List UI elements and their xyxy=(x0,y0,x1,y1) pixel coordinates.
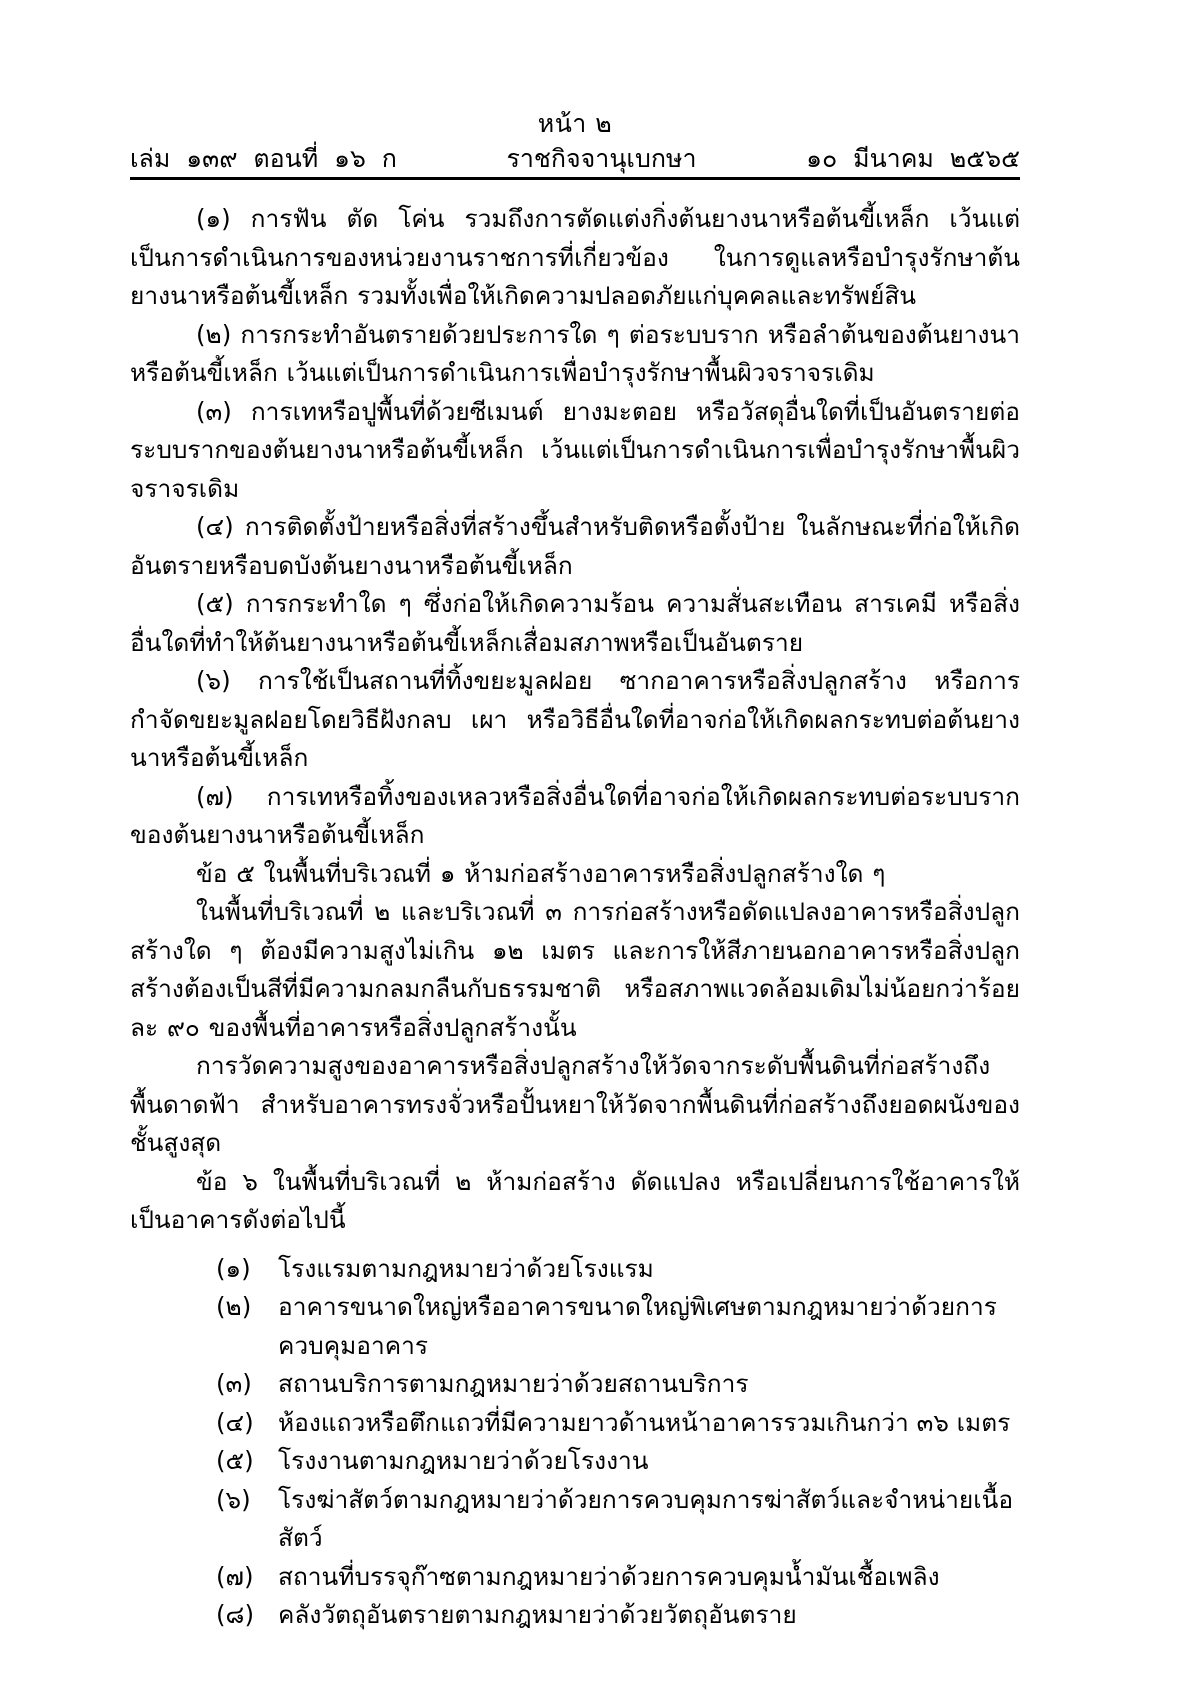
list-item-label: สถานบริการตามกฎหมายว่าด้วยสถานบริการ xyxy=(278,1369,749,1398)
list-item-label: โรงงานตามกฎหมายว่าด้วยโรงงาน xyxy=(278,1446,649,1475)
section-5-paragraph-3: การวัดความสูงของอาคารหรือสิ่งปลูกสร้างให้วัดจากระดับพื้นดินที่ก่อสร้างถึงพื้นดาดฟ้า สำหรับอาคารทรงจั่วหรือปั้นหยาให้วัดจากพื้นดินที่ก่อสร้างถึงยอดผนังของชั้นสูงสุด xyxy=(130,1051,1020,1157)
list-item-marker: (๒) xyxy=(216,1292,252,1321)
clause-5-paragraph: (๕) การกระทำใด ๆ ซึ่งก่อให้เกิดความร้อน ความสั่นสะเทือน สารเคมี หรือสิ่งอื่นใดที่ทำให้ต้นยางนาหรือต้นขี้เหล็กเสื่อมสภาพหรือเป็นอันตราย xyxy=(130,589,1020,657)
list-item xyxy=(216,1365,1020,1404)
list-spacer xyxy=(130,1240,1020,1250)
list-item-label: โรงแรมตามกฎหมายว่าด้วยโรงแรม xyxy=(278,1253,654,1283)
clause-4-paragraph: (๔) การติดตั้งป้ายหรือสิ่งที่สร้างขึ้นสำหรับติดหรือตั้งป้าย ในลักษณะที่ก่อให้เกิดอันตรายหรือบดบังต้นยางนาหรือต้นขี้เหล็ก xyxy=(130,512,1020,580)
list-item-label: ห้องแถวหรือตึกแถวที่มีความยาวด้านหน้าอาคารรวมเกินกว่า ๓๖ เมตร xyxy=(278,1407,1011,1437)
list-item xyxy=(216,1288,1020,1365)
list-item xyxy=(216,1481,1020,1558)
clause-3-paragraph: (๓) การเทหรือปูพื้นที่ด้วยซีเมนต์ ยางมะตอย หรือวัสดุอื่นใดที่เป็นอันตรายต่อระบบรากของต้นยางนาหรือต้นขี้เหล็ก เว้นแต่เป็นการดำเนินการเพื่อบำรุงรักษาพื้นผิวจราจรเดิม xyxy=(130,396,1020,503)
clause-1-paragraph: (๑) การฟัน ตัด โค่น รวมถึงการตัดแต่งกิ่งต้นยางนาหรือต้นขี้เหล็ก เว้นแต่เป็นการดำเนินการของหน่วยงานราชการที่เกี่ยวข้อง ในการดูแลหรือบำรุงรักษาต้นยางนาหรือต้นขี้เหล็ก รวมทั้งเพื่อให้เกิดความปลอดภัยแก่บุคคลและทรัพย์สิน xyxy=(130,204,1020,310)
page-number-label: หน้า ๒ xyxy=(537,109,613,138)
list-item xyxy=(216,1596,1020,1635)
section-5-paragraph-2: ในพื้นที่บริเวณที่ ๒ และบริเวณที่ ๓ การก่อสร้างหรือดัดแปลงอาคารหรือสิ่งปลูกสร้างใด ๆ ต้องมีความสูงไม่เกิน ๑๒ เมตร และการให้สีภายนอกอาคารหรือสิ่งปลูกสร้างต้องเป็นสีที่มีความกลมกลืนกับธรรมชาติ หรือสภาพแวดล้อมเดิมไม่น้อยกว่าร้อยละ ๙๐ ของพื้นที่อาคารหรือสิ่งปลูกสร้างนั้น xyxy=(130,897,1020,1042)
header-divider xyxy=(130,177,1020,180)
list-item xyxy=(216,1442,1020,1481)
publication-date-label: ๑๐ มีนาคม ๒๕๖๕ xyxy=(806,144,1020,174)
list-item-marker: (๔) xyxy=(216,1407,254,1437)
list-item-marker: (๕) xyxy=(216,1446,254,1475)
list-item-marker: (๓) xyxy=(216,1369,252,1398)
clause-6-paragraph: (๖) การใช้เป็นสถานที่ทิ้งขยะมูลฝอย ซากอาคารหรือสิ่งปลูกสร้าง หรือการกำจัดขยะมูลฝอยโดยวิธีฝังกลบ เผา หรือวิธีอื่นใดที่อาจก่อให้เกิดผลกระทบต่อต้นยางนาหรือต้นขี้เหล็ก xyxy=(130,666,1020,772)
gazette-title: ราชกิจจานุเบกษา xyxy=(506,144,697,174)
page-body xyxy=(130,200,1020,1635)
list-item-marker: (๑) xyxy=(216,1253,251,1283)
list-item-label: คลังวัตถุอันตรายตามกฎหมายว่าด้วยวัตถุอันตราย xyxy=(278,1600,797,1629)
list-item-marker: (๗) xyxy=(216,1561,254,1591)
section-6-paragraph: ข้อ ๖ ในพื้นที่บริเวณที่ ๒ ห้ามก่อสร้าง ดัดแปลง หรือเปลี่ยนการใช้อาคารให้เป็นอาคารดังต่อไปนี้ xyxy=(130,1166,1020,1234)
list-item xyxy=(216,1404,1020,1443)
list-item-label: อาคารขนาดใหญ่หรืออาคารขนาดใหญ่พิเศษตามกฎหมายว่าด้วยการควบคุมอาคาร xyxy=(278,1292,997,1360)
list-item xyxy=(216,1558,1020,1597)
prohibited-building-list xyxy=(130,1250,1020,1635)
volume-issue-label: เล่ม ๑๓๙ ตอนที่ ๑๖ ก xyxy=(130,144,397,174)
list-item-label: สถานที่บรรจุก๊าซตามกฎหมายว่าด้วยการควบคุมน้ำมันเชื้อเพลิง xyxy=(278,1561,940,1591)
list-item xyxy=(216,1250,1020,1289)
clause-2-paragraph: (๒) การกระทำอันตรายด้วยประการใด ๆ ต่อระบบราก หรือลำต้นของต้นยางนาหรือต้นขี้เหล็ก เว้นแต่เป็นการดำเนินการเพื่อบำรุงรักษาพื้นผิวจราจรเดิม xyxy=(130,319,1020,387)
clause-7-paragraph: (๗) การเทหรือทิ้งของเหลวหรือสิ่งอื่นใดที่อาจก่อให้เกิดผลกระทบต่อระบบรากของต้นยางนาหรือต้นขี้เหล็ก xyxy=(130,781,1020,849)
list-item-marker: (๖) xyxy=(216,1484,251,1514)
header-row xyxy=(130,143,1020,176)
list-item-label: โรงฆ่าสัตว์ตามกฎหมายว่าด้วยการควบคุมการฆ่าสัตว์และจำหน่ายเนื้อสัตว์ xyxy=(278,1484,1014,1552)
list-item-marker: (๘) xyxy=(216,1600,255,1629)
page-header xyxy=(130,108,1020,176)
section-5-paragraph: ข้อ ๕ ในพื้นที่บริเวณที่ ๑ ห้ามก่อสร้างอาคารหรือสิ่งปลูกสร้างใด ๆ xyxy=(196,858,886,888)
